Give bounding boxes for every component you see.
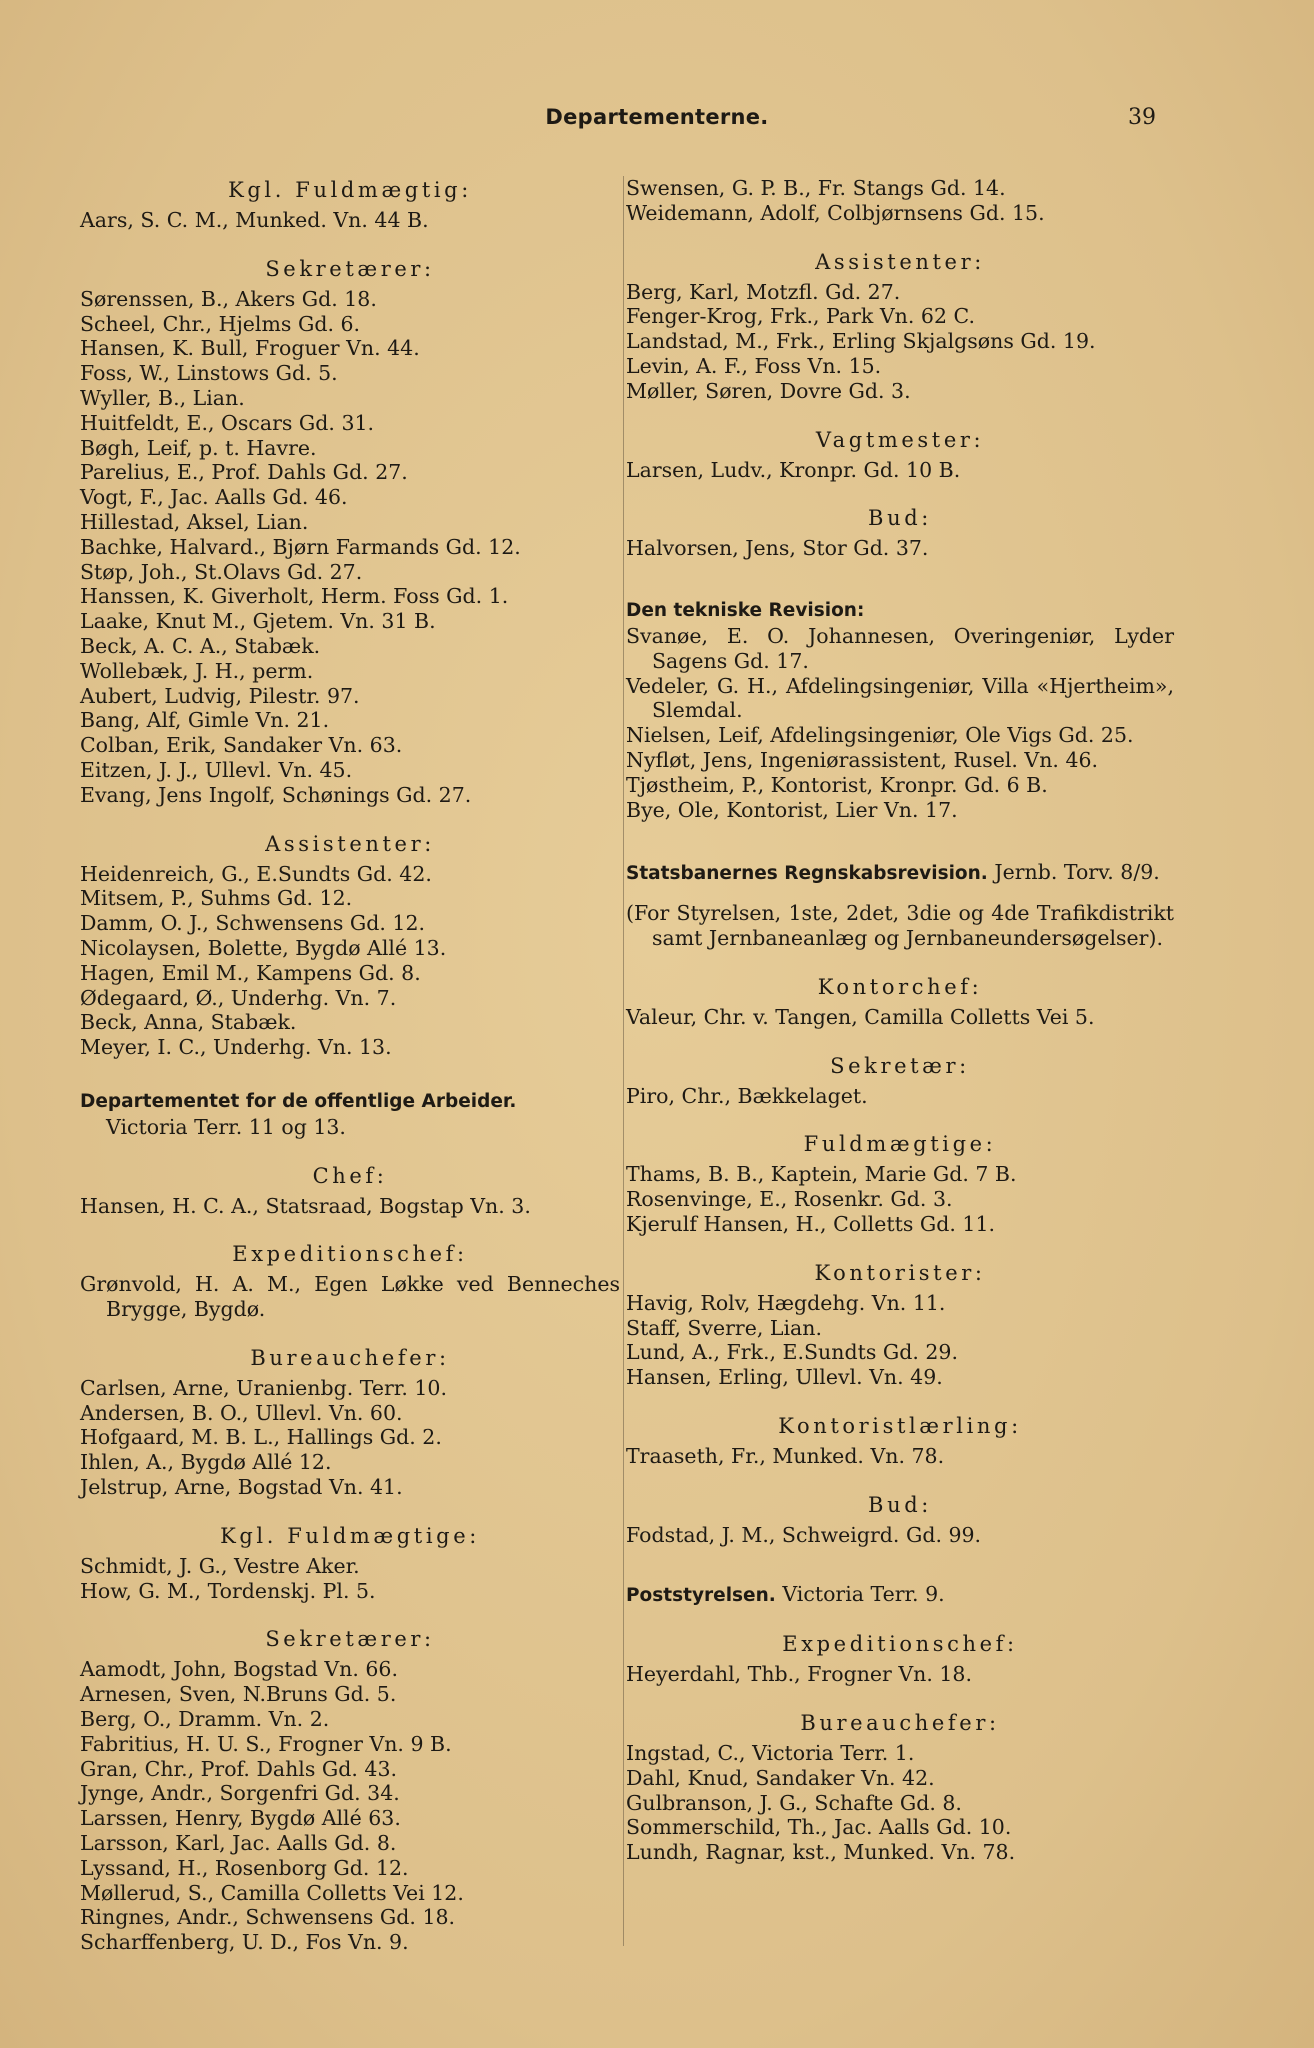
section-heading: Expeditionschef: — [232, 1242, 468, 1267]
department-name: Poststyrelsen. — [626, 1584, 776, 1606]
directory-entry: Evang, Jens Ingolf, Schønings Gd. 27. — [80, 782, 472, 807]
directory-entry: Aamodt, John, Bogstad Vn. 66. — [80, 1657, 398, 1682]
department-title — [626, 860, 1174, 887]
directory-entry: Gran, Chr., Prof. Dahls Gd. 43. — [80, 1756, 398, 1781]
directory-entry: Vedeler, G. H., Afdelingsingeniør, Villa «Hjertheim», Slemdal. — [626, 673, 1174, 723]
section-heading: Assistenter: — [815, 249, 985, 274]
section-kontorister — [626, 1259, 1174, 1390]
directory-entry: Wyller, B., Lian. — [80, 385, 245, 410]
directory-entry: Bøgh, Leif, p. t. Havre. — [80, 435, 317, 460]
section-assistenter — [626, 248, 1174, 404]
section-heading: Assistenter: — [265, 831, 435, 856]
directory-entry: Svanøe, E. O. Johannesen, Overingeniør, Lyder Sagens Gd. 17. — [626, 623, 1174, 673]
department-name: Den tekniske Revision: — [626, 600, 865, 622]
directory-entry: Rosenvinge, E., Rosenkr. Gd. 3. — [626, 1187, 953, 1212]
directory-entry: Schmidt, J. G., Vestre Aker. — [80, 1553, 360, 1578]
department-title — [626, 1582, 1174, 1609]
directory-entry: Støp, Joh., St.Olavs Gd. 27. — [80, 559, 363, 584]
section-heading: Kontoristlærling: — [778, 1413, 1022, 1438]
directory-entry: Ihlen, A., Bygdø Allé 12. — [80, 1450, 332, 1475]
section-heading: Kontorister: — [814, 1260, 986, 1285]
directory-entry: Hansen, Erling, Ullevl. Vn. 49. — [626, 1365, 943, 1390]
directory-entry: Piro, Chr., Bækkelaget. — [626, 1083, 868, 1108]
department-address: Jernb. Torv. 8/9. — [994, 860, 1160, 885]
directory-entry: Foss, W., Linstows Gd. 5. — [80, 361, 338, 386]
section-heading: Vagtmester: — [815, 427, 985, 452]
right-column — [626, 176, 1174, 1865]
department-title — [626, 597, 1174, 624]
directory-entry: Staff, Sverre, Lian. — [626, 1315, 823, 1340]
section-expeditionschef — [80, 1240, 620, 1322]
section-heading: Kgl. Fuldmægtig: — [228, 178, 472, 202]
page-header-title: Departementerne. — [545, 105, 769, 129]
directory-entry: Wollebæk, J. H., perm. — [80, 658, 314, 683]
directory-entry: Heyerdahl, Thb., Frogner Vn. 18. — [626, 1662, 972, 1687]
directory-entry: Heidenreich, G., E.Sundts Gd. 42. — [80, 861, 432, 886]
section-heading: Bureauchefer: — [250, 1345, 450, 1370]
directory-entry: Colban, Erik, Sandaker Vn. 63. — [80, 733, 403, 758]
directory-entry: Levin, A. F., Foss Vn. 15. — [626, 353, 882, 378]
directory-entry: Traaseth, Fr., Munked. Vn. 78. — [626, 1443, 945, 1468]
section-heading: Sekretærer: — [265, 256, 435, 281]
department-title — [80, 1088, 620, 1140]
directory-entry: Scheel, Chr., Hjelms Gd. 6. — [80, 311, 361, 336]
section-kgl-fuldmaegtige — [80, 1522, 620, 1604]
section-heading: Bud: — [868, 1492, 932, 1517]
directory-entry: Grønvold, H. A. M., Egen Løkke ved Benneches Brygge, Bygdø. — [80, 1272, 620, 1322]
section-kgl-fuldmaegtig — [80, 176, 620, 233]
section-heading: Fuldmægtige: — [803, 1132, 997, 1157]
directory-entry: Aubert, Ludvig, Pilestr. 97. — [80, 683, 360, 708]
section-kontorchef — [626, 973, 1174, 1030]
directory-entry: Gulbranson, J. G., Schafte Gd. 8. — [626, 1790, 962, 1815]
section-heading: Bud: — [868, 506, 932, 531]
directory-entry: Sommerschild, Th., Jac. Aalls Gd. 10. — [626, 1815, 1012, 1840]
section-kontoristlaerling — [626, 1412, 1174, 1469]
directory-entry: Halvorsen, Jens, Stor Gd. 37. — [626, 536, 929, 561]
directory-entry: Larsson, Karl, Jac. Aalls Gd. 8. — [80, 1831, 397, 1856]
section-vagtmester — [626, 426, 1174, 483]
directory-entry: Bachke, Halvard., Bjørn Farmands Gd. 12. — [80, 534, 521, 559]
directory-entry: Berg, Karl, Motzfl. Gd. 27. — [626, 279, 901, 304]
department-note: (For Styrelsen, 1ste, 2det, 3die og 4de Trafikdistrikt samt Jernbaneanlæg og Jernbaneundersøgelser). — [626, 901, 1174, 950]
section-heading: Kgl. Fuldmægtige: — [220, 1523, 480, 1548]
section-bud-2 — [626, 1491, 1174, 1548]
directory-entry: Mitsem, P., Suhms Gd. 12. — [80, 886, 353, 911]
column-divider — [623, 176, 624, 1946]
directory-entry: How, G. M., Tordenskj. Pl. 5. — [80, 1578, 376, 1603]
section-heading: Kontorchef: — [817, 974, 983, 999]
directory-entry: Fabritius, H. U. S., Frogner Vn. 9 B. — [80, 1731, 452, 1756]
department-address: Victoria Terr. 11 og 13. — [106, 1114, 346, 1139]
section-expeditionschef — [626, 1630, 1174, 1687]
directory-entry: Weidemann, Adolf, Colbjørnsens Gd. 15. — [626, 200, 1045, 225]
directory-entry: Hansen, K. Bull, Froguer Vn. 44. — [80, 336, 420, 361]
directory-entry: Ingstad, C., Victoria Terr. 1. — [626, 1741, 915, 1766]
section-assistenter — [80, 830, 620, 1060]
directory-entry: Kjerulf Hansen, H., Colletts Gd. 11. — [626, 1211, 995, 1236]
section-bud — [626, 504, 1174, 561]
directory-entry: Møllerud, S., Camilla Colletts Vei 12. — [80, 1880, 464, 1905]
directory-entry: Aars, S. C. M., Munked. Vn. 44 B. — [80, 208, 429, 232]
directory-entry: Nicolaysen, Bolette, Bygdø Allé 13. — [80, 935, 447, 960]
section-bureauchefer — [626, 1709, 1174, 1865]
directory-entry: Huitfeldt, E., Oscars Gd. 31. — [80, 410, 375, 435]
directory-entry: Tjøstheim, P., Kontorist, Kronpr. Gd. 6 B. — [626, 772, 1048, 797]
directory-entry: Swensen, G. P. B., Fr. Stangs Gd. 14. — [626, 176, 1006, 200]
directory-entry: Larssen, Henry, Bygdø Allé 63. — [80, 1806, 401, 1831]
directory-entry: Beck, A. C. A., Stabæk. — [80, 633, 321, 658]
directory-entry: Havig, Rolv, Hægdehg. Vn. 11. — [626, 1290, 946, 1315]
directory-entry: Landstad, M., Frk., Erling Skjalgsøns Gd. 19. — [626, 329, 1096, 354]
directory-entry: Larsen, Ludv., Kronpr. Gd. 10 B. — [626, 457, 961, 482]
directory-entry: Carlsen, Arne, Uranienbg. Terr. 10. — [80, 1375, 447, 1400]
directory-entry: Ringnes, Andr., Schwensens Gd. 18. — [80, 1905, 456, 1930]
directory-entry: Hanssen, K. Giverholt, Herm. Foss Gd. 1. — [80, 584, 509, 609]
section-sekretaer — [626, 1052, 1174, 1109]
department-name: Statsbanernes Regnskabsrevision. — [626, 863, 988, 885]
directory-entry: Hillestad, Aksel, Lian. — [80, 509, 309, 534]
directory-entry: Vogt, F., Jac. Aalls Gd. 46. — [80, 485, 348, 510]
section-bureauchefer — [80, 1344, 620, 1500]
department-address: Victoria Terr. 9. — [782, 1581, 945, 1606]
section-heading: Sekretærer: — [265, 1627, 435, 1652]
directory-entry: Damm, O. J., Schwensens Gd. 12. — [80, 911, 426, 936]
directory-entry: Valeur, Chr. v. Tangen, Camilla Colletts Vei 5. — [626, 1004, 1095, 1029]
directory-entry: Nyfløt, Jens, Ingeniørassistent, Rusel. Vn. 46. — [626, 747, 1099, 772]
directory-entry: Berg, O., Dramm. Vn. 2. — [80, 1707, 330, 1732]
directory-entry: Hagen, Emil M., Kampens Gd. 8. — [80, 960, 421, 985]
directory-entry: Hofgaard, M. B. L., Hallings Gd. 2. — [80, 1425, 442, 1450]
directory-entry: Andersen, B. O., Ullevl. Vn. 60. — [80, 1400, 403, 1425]
section-continued — [626, 176, 1174, 226]
directory-entry: Eitzen, J. J., Ullevl. Vn. 45. — [80, 757, 353, 782]
directory-entry: Sørenssen, B., Akers Gd. 18. — [80, 286, 377, 311]
section-heading: Sekretær: — [830, 1053, 970, 1078]
section-sekretaerer-2 — [80, 1625, 620, 1955]
directory-entry: Laake, Knut M., Gjetem. Vn. 31 B. — [80, 609, 436, 634]
directory-entry: Jynge, Andr., Sorgenfri Gd. 34. — [80, 1781, 400, 1806]
directory-entry: Meyer, I. C., Underhg. Vn. 13. — [80, 1035, 392, 1060]
directory-entry: Nielsen, Leif, Afdelingsingeniør, Ole Vigs Gd. 25. — [626, 723, 1134, 748]
directory-entry: Ødegaard, Ø., Underhg. Vn. 7. — [80, 985, 397, 1010]
section-chef — [80, 1162, 620, 1219]
directory-entry: Arnesen, Sven, N.Bruns Gd. 5. — [80, 1682, 397, 1707]
directory-entry: Lundh, Ragnar, kst., Munked. Vn. 78. — [626, 1840, 1016, 1865]
directory-entry: Fodstad, J. M., Schweigrd. Gd. 99. — [626, 1522, 982, 1547]
directory-entry: Jelstrup, Arne, Bogstad Vn. 41. — [80, 1475, 403, 1500]
directory-entry: Lyssand, H., Rosenborg Gd. 12. — [80, 1855, 409, 1880]
section-sekretaerer — [80, 255, 620, 808]
department-name: Departementet for de offentlige Arbeider. — [80, 1090, 517, 1112]
section-heading: Chef: — [312, 1163, 388, 1188]
directory-entry: Bye, Ole, Kontorist, Lier Vn. 17. — [626, 797, 958, 822]
directory-entry: Bang, Alf, Gimle Vn. 21. — [80, 708, 330, 733]
section-heading: Bureauchefer: — [800, 1711, 1000, 1736]
page-number: 39 — [1128, 105, 1156, 130]
section-heading: Expeditionschef: — [782, 1632, 1018, 1657]
directory-entry: Møller, Søren, Dovre Gd. 3. — [626, 378, 911, 403]
directory-entry: Thams, B. B., Kaptein, Marie Gd. 7 B. — [626, 1162, 1017, 1187]
directory-entry: Dahl, Knud, Sandaker Vn. 42. — [626, 1765, 935, 1790]
section-fuldmaegtige — [626, 1130, 1174, 1236]
directory-entry: Fenger-Krog, Frk., Park Vn. 62 C. — [626, 304, 975, 329]
directory-entry: Beck, Anna, Stabæk. — [80, 1010, 297, 1035]
left-column — [80, 176, 620, 1955]
directory-entry: Hansen, H. C. A., Statsraad, Bogstap Vn. 3. — [80, 1193, 531, 1218]
directory-entry: Parelius, E., Prof. Dahls Gd. 27. — [80, 460, 408, 485]
directory-entry: Scharffenberg, U. D., Fos Vn. 9. — [80, 1930, 409, 1955]
directory-entry: Lund, A., Frk., E.Sundts Gd. 29. — [626, 1340, 958, 1365]
